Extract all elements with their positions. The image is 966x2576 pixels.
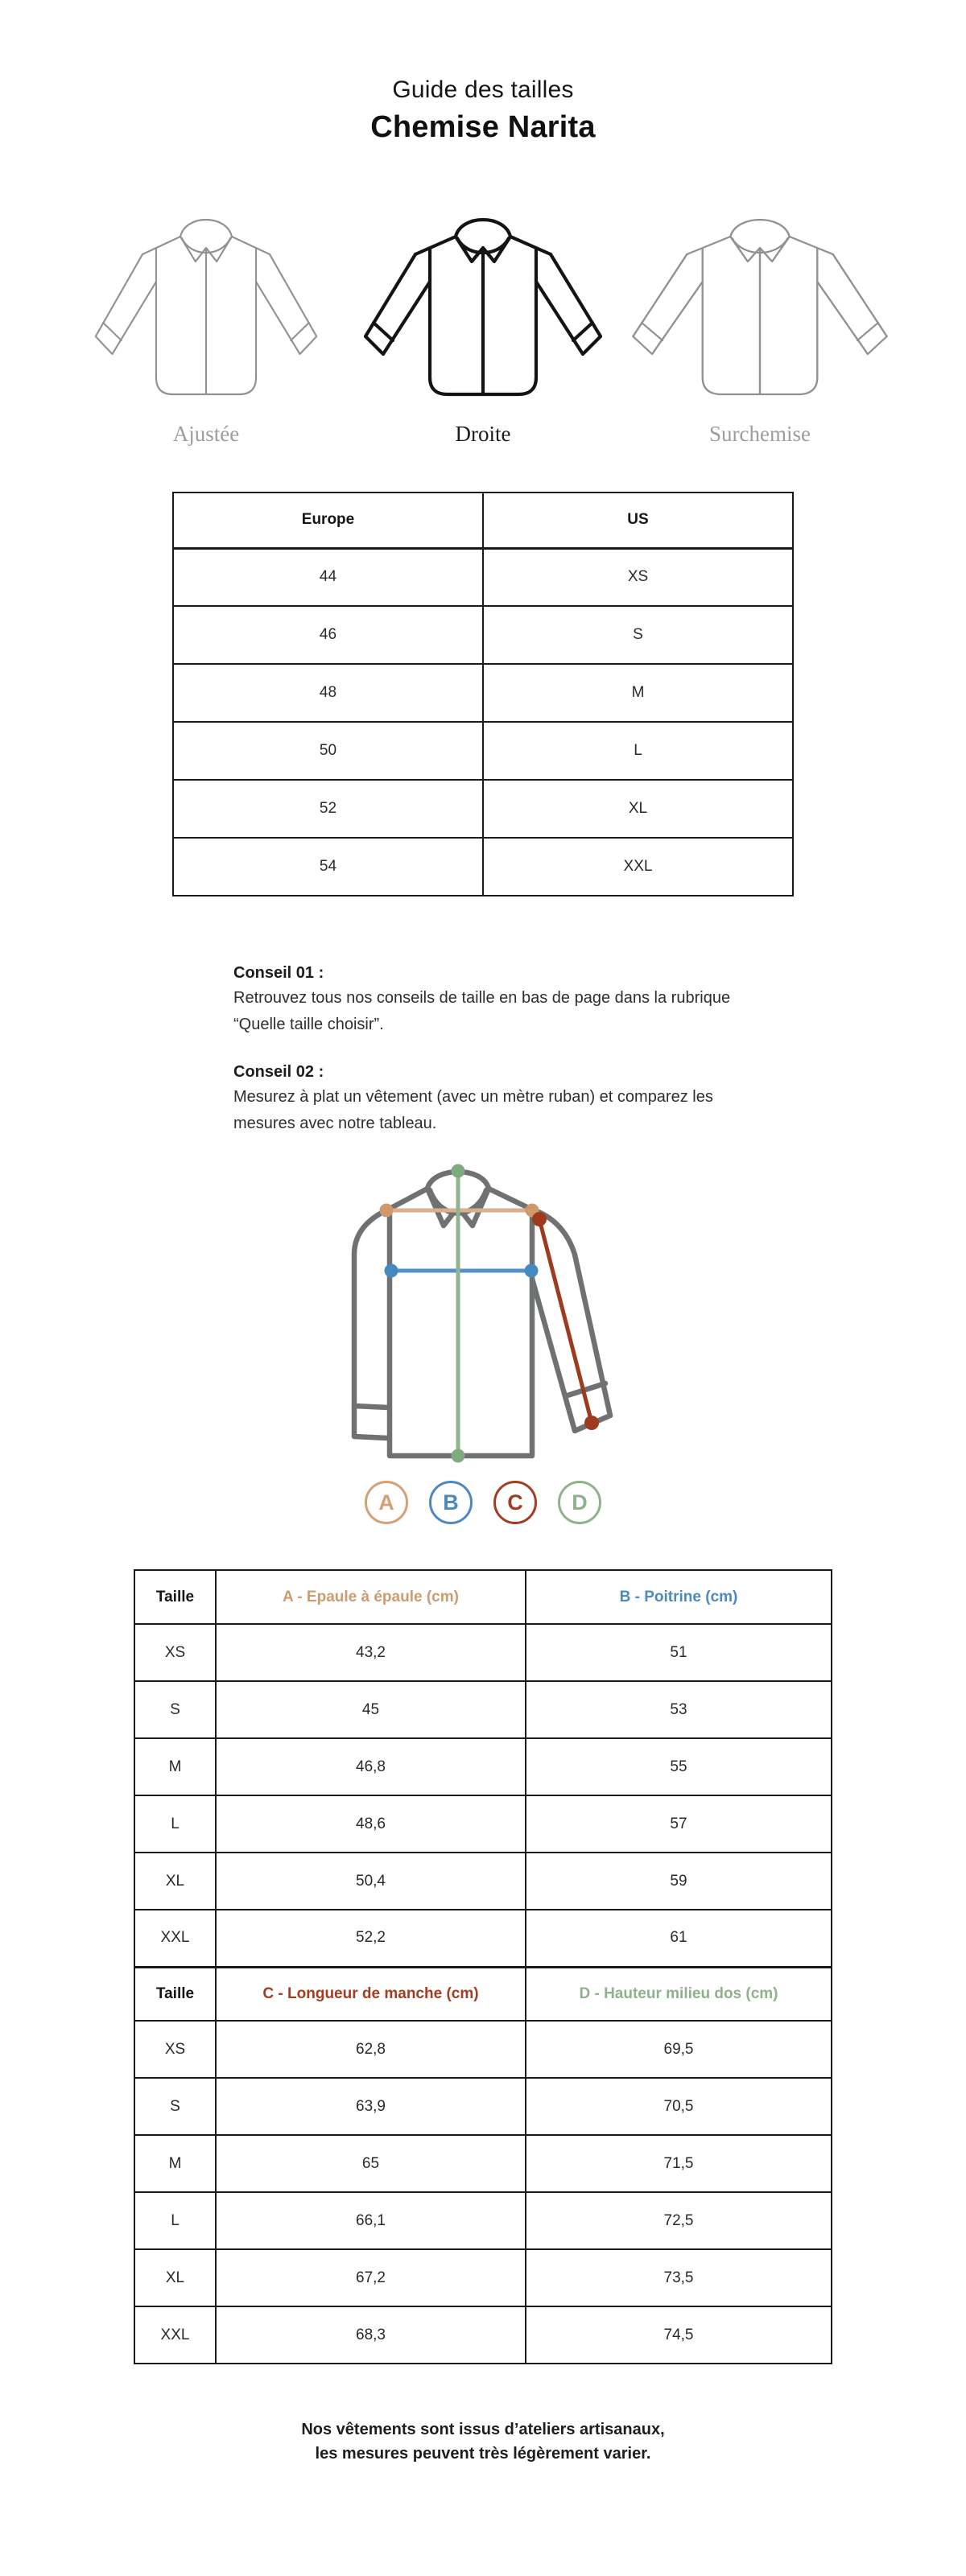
table-cell: 66,1 <box>216 2192 526 2249</box>
table-cell: 54 <box>173 838 483 896</box>
table-header-row <box>134 1967 832 2021</box>
table-cell: 46,8 <box>216 1738 526 1795</box>
table-cell: XL <box>483 780 793 838</box>
col-header-taille: Taille <box>134 1570 216 1624</box>
table-cell: XXL <box>134 2306 216 2364</box>
table-cell: 46 <box>173 606 483 664</box>
tip-1 <box>233 961 733 1038</box>
table-header-row <box>173 493 793 548</box>
size-conversion-table <box>172 492 794 896</box>
table-row <box>173 722 793 780</box>
table-cell: 52,2 <box>216 1910 526 1967</box>
table-row <box>134 1681 832 1738</box>
table-cell: XS <box>134 2021 216 2078</box>
table-cell: XXL <box>134 1910 216 1967</box>
table-cell: 68,3 <box>216 2306 526 2364</box>
table-cell: L <box>134 1795 216 1853</box>
table-cell: XS <box>483 548 793 606</box>
table-cell: 65 <box>216 2135 526 2192</box>
table-cell: 45 <box>216 1681 526 1738</box>
table-cell: M <box>483 664 793 722</box>
table-cell: 44 <box>173 548 483 606</box>
table-row <box>173 664 793 722</box>
table-cell: 67,2 <box>216 2249 526 2306</box>
col-header-sleeve: C - Longueur de manche (cm) <box>216 1967 526 2021</box>
tip-text: Mesurez à plat un vêtement (avec un mètre ruban) et comparez les mesures avec notre tableau. <box>233 1088 713 1132</box>
col-header-taille: Taille <box>134 1967 216 2021</box>
table-header-row <box>134 1570 832 1624</box>
table-row <box>134 1738 832 1795</box>
table-cell: 62,8 <box>216 2021 526 2078</box>
table-cell: 70,5 <box>526 2078 832 2135</box>
col-header-us: US <box>483 493 793 548</box>
table-row <box>173 606 793 664</box>
measurements-table <box>134 1569 832 2364</box>
table-cell: 73,5 <box>526 2249 832 2306</box>
tip-text: Retrouvez tous nos conseils de taille en bas de page dans la rubrique “Quelle taille choisir”. <box>233 989 731 1033</box>
table-cell: S <box>483 606 793 664</box>
table-row <box>173 780 793 838</box>
table-cell: 63,9 <box>216 2078 526 2135</box>
footer-line-1: Nos vêtements sont issus d’ateliers artisanaux, <box>301 2421 665 2438</box>
table-row <box>173 548 793 606</box>
tip-2 <box>233 1060 733 1137</box>
table-cell: 53 <box>526 1681 832 1738</box>
fit-option-ajustee[interactable] <box>76 208 336 447</box>
fit-option-droite[interactable] <box>353 208 613 447</box>
table-row <box>134 2021 832 2078</box>
shirt-measurement-icon <box>336 1156 630 1477</box>
table-cell: 51 <box>526 1624 832 1681</box>
footer-line-2: les mesures peuvent très légèrement varier. <box>315 2445 651 2463</box>
col-header-europe: Europe <box>173 493 483 548</box>
fit-option-surchemise[interactable] <box>630 208 890 447</box>
table-cell: 52 <box>173 780 483 838</box>
table-cell: XXL <box>483 838 793 896</box>
footer-note <box>0 2417 966 2538</box>
tip-title: Conseil 02 : <box>233 1063 324 1081</box>
table-cell: 43,2 <box>216 1624 526 1681</box>
table-cell: 57 <box>526 1795 832 1853</box>
table-row <box>134 2078 832 2135</box>
table-row <box>134 1624 832 1681</box>
table-cell: L <box>483 722 793 780</box>
table-cell: S <box>134 2078 216 2135</box>
table-row <box>173 838 793 896</box>
measurement-legend <box>0 1481 966 1524</box>
table-row <box>134 1795 832 1853</box>
table-row <box>134 2249 832 2306</box>
table-cell: XL <box>134 1853 216 1910</box>
legend-d-badge: D <box>558 1481 601 1524</box>
col-header-shoulder: A - Epaule à épaule (cm) <box>216 1570 526 1624</box>
header <box>0 76 966 145</box>
shirt-overshirt-icon <box>630 208 890 409</box>
col-header-chest: B - Poitrine (cm) <box>526 1570 832 1624</box>
table-cell: S <box>134 1681 216 1738</box>
legend-c-badge: C <box>493 1481 537 1524</box>
table-row <box>134 2135 832 2192</box>
table-cell: L <box>134 2192 216 2249</box>
tip-title: Conseil 01 : <box>233 964 324 982</box>
table-row <box>134 1853 832 1910</box>
legend-b-badge: B <box>429 1481 473 1524</box>
fit-label: Surchemise <box>709 422 811 446</box>
table-cell: XL <box>134 2249 216 2306</box>
table-cell: 48,6 <box>216 1795 526 1853</box>
table-cell: 55 <box>526 1738 832 1795</box>
table-cell: 69,5 <box>526 2021 832 2078</box>
fit-selector <box>0 208 966 447</box>
table-cell: 71,5 <box>526 2135 832 2192</box>
table-row <box>134 2306 832 2364</box>
table-cell: 74,5 <box>526 2306 832 2364</box>
product-name: Chemise Narita <box>370 110 596 144</box>
table-cell: 59 <box>526 1853 832 1910</box>
table-cell: 50,4 <box>216 1853 526 1910</box>
shirt-straight-icon <box>353 208 613 409</box>
table-cell: 48 <box>173 664 483 722</box>
fit-label-selected: Droite <box>455 422 511 446</box>
table-row <box>134 2192 832 2249</box>
col-header-back: D - Hauteur milieu dos (cm) <box>526 1967 832 2021</box>
measurement-diagram <box>0 1156 966 1524</box>
tips-section <box>233 961 733 1137</box>
fit-label: Ajustée <box>172 422 240 446</box>
page-title: Guide des tailles <box>392 76 574 103</box>
table-row <box>134 1910 832 1967</box>
table-cell: 61 <box>526 1910 832 1967</box>
table-cell: XS <box>134 1624 216 1681</box>
shirt-fitted-icon <box>76 208 336 409</box>
legend-a-badge: A <box>365 1481 408 1524</box>
table-cell: 50 <box>173 722 483 780</box>
table-cell: M <box>134 2135 216 2192</box>
table-cell: 72,5 <box>526 2192 832 2249</box>
table-cell: M <box>134 1738 216 1795</box>
